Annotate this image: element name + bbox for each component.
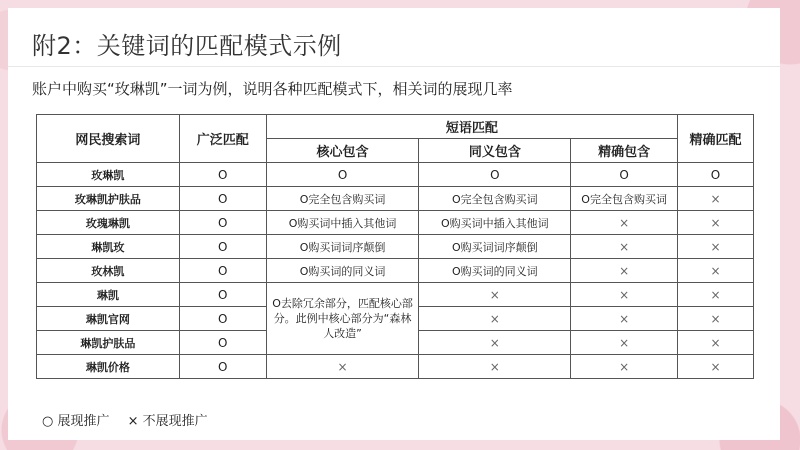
exact-contain-cell: ×: [571, 211, 678, 235]
header-search-term: 网民搜索词: [37, 115, 180, 163]
synonym-cell: O购买词中插入其他词: [419, 211, 571, 235]
search-term-cell: 玫琳凯: [37, 163, 180, 187]
table-row: [37, 163, 754, 187]
search-term-cell: 琳凯价格: [37, 355, 180, 379]
synonym-cell: ×: [419, 283, 571, 307]
core-cell: O完全包含购买词: [266, 187, 419, 211]
table-row: [37, 355, 754, 379]
broad-cell: O: [179, 307, 266, 331]
exact-contain-cell: ×: [571, 355, 678, 379]
header-broad-match: 广泛匹配: [179, 115, 266, 163]
exact-cell: O: [678, 163, 754, 187]
slide-title: 附2：关键词的匹配模式示例: [32, 32, 342, 60]
exact-contain-cell: ×: [571, 283, 678, 307]
synonym-cell: O购买词的同义词: [419, 259, 571, 283]
header-synonym-contain: 同义包含: [419, 139, 571, 163]
table-row: [37, 259, 754, 283]
synonym-cell: ×: [419, 331, 571, 355]
table-row: [37, 211, 754, 235]
core-cell: O: [266, 163, 419, 187]
synonym-cell: ×: [419, 355, 571, 379]
match-mode-table: [36, 114, 754, 379]
core-merged-note: O去除冗余部分，匹配核心部分。此例中核心部分为“森林人改造”: [266, 283, 419, 355]
table-row: [37, 283, 754, 307]
header-phrase-match: 短语匹配: [266, 115, 677, 139]
exact-contain-cell: O: [571, 163, 678, 187]
broad-cell: O: [179, 187, 266, 211]
search-term-cell: 琳凯玫: [37, 235, 180, 259]
slide-subtitle: 账户中购买“玫琳凯”一词为例，说明各种匹配模式下，相关词的展现几率: [32, 80, 513, 98]
search-term-cell: 琳凯护肤品: [37, 331, 180, 355]
broad-cell: O: [179, 259, 266, 283]
exact-cell: ×: [678, 283, 754, 307]
search-term-cell: 玫林凯: [37, 259, 180, 283]
search-term-cell: 玫琳凯护肤品: [37, 187, 180, 211]
exact-contain-cell: O完全包含购买词: [571, 187, 678, 211]
table-row: [37, 187, 754, 211]
core-cell: O购买词的同义词: [266, 259, 419, 283]
legend-not-shown: × 不展现推广: [127, 414, 208, 429]
exact-cell: ×: [678, 307, 754, 331]
broad-cell: O: [179, 211, 266, 235]
core-cell: ×: [266, 355, 419, 379]
broad-cell: O: [179, 331, 266, 355]
exact-cell: ×: [678, 259, 754, 283]
legend: [42, 410, 222, 429]
broad-cell: O: [179, 235, 266, 259]
exact-cell: ×: [678, 187, 754, 211]
core-cell: O购买词中插入其他词: [266, 211, 419, 235]
synonym-cell: O购买词词序颠倒: [419, 235, 571, 259]
exact-contain-cell: ×: [571, 259, 678, 283]
search-term-cell: 琳凯: [37, 283, 180, 307]
header-exact-match: 精确匹配: [678, 115, 754, 163]
synonym-cell: O: [419, 163, 571, 187]
broad-cell: O: [179, 163, 266, 187]
header-core-contain: 核心包含: [266, 139, 419, 163]
broad-cell: O: [179, 355, 266, 379]
exact-contain-cell: ×: [571, 307, 678, 331]
table-row: [37, 235, 754, 259]
synonym-cell: ×: [419, 307, 571, 331]
exact-contain-cell: ×: [571, 235, 678, 259]
header-exact-contain: 精确包含: [571, 139, 678, 163]
search-term-cell: 玫瑰琳凯: [37, 211, 180, 235]
core-cell: O购买词词序颠倒: [266, 235, 419, 259]
exact-cell: ×: [678, 235, 754, 259]
title-divider: [8, 66, 780, 67]
exact-cell: ×: [678, 355, 754, 379]
search-term-cell: 琳凯官网: [37, 307, 180, 331]
broad-cell: O: [179, 283, 266, 307]
exact-contain-cell: ×: [571, 331, 678, 355]
synonym-cell: O完全包含购买词: [419, 187, 571, 211]
exact-cell: ×: [678, 331, 754, 355]
slide-page: [8, 8, 780, 440]
exact-cell: ×: [678, 211, 754, 235]
legend-shown: ○ 展现推广: [42, 414, 110, 429]
